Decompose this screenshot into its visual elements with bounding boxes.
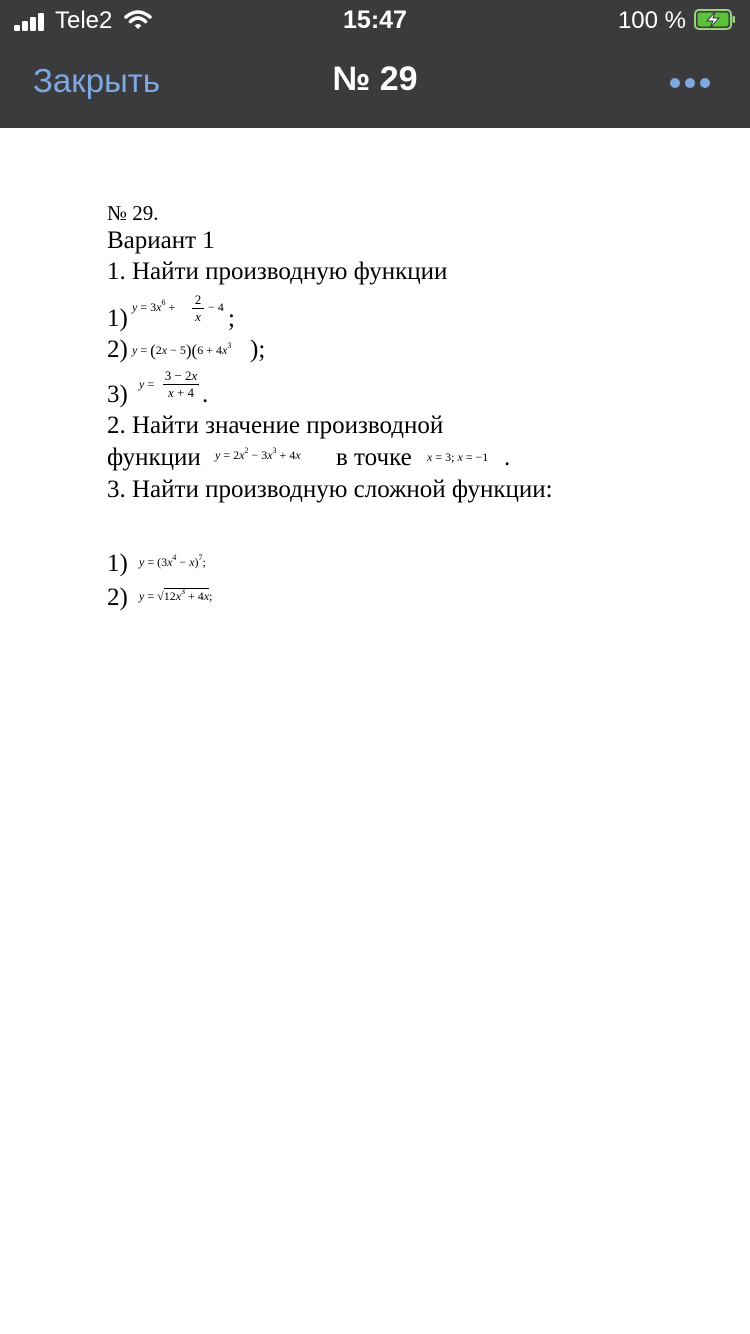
formula-2: $y = 2x^2 - 3x^3 + 4x$ — [215, 446, 301, 462]
clock: 15:47 — [343, 6, 407, 34]
formula-1-2: $y = (2x - 5)(6 + 4x^3$ — [132, 341, 232, 360]
task1-item2-tail: ); — [250, 336, 266, 363]
page-title: № 29 — [332, 60, 418, 98]
task3-text: 3. Найти производную сложной функции: — [107, 476, 553, 503]
battery-charging-icon — [694, 9, 736, 30]
task3-item2-label: 2) — [107, 584, 128, 611]
ellipsis-icon — [670, 78, 680, 88]
task2-word-function: функции — [107, 444, 201, 471]
task2-word-at-point: в точке — [336, 444, 412, 471]
formula-1-3: y = — [139, 377, 155, 391]
formula-2-points: x = 3; x = −1 — [427, 450, 489, 464]
battery-percent: 100 % — [617, 7, 686, 34]
task3-item1-label: 1) — [107, 550, 128, 577]
task2-line1: 2. Найти значение производной — [107, 412, 444, 439]
task1-item3-tail: . — [202, 381, 209, 408]
status-bar — [0, 0, 750, 40]
task1-text: 1. Найти производную функции — [107, 258, 448, 285]
close-button[interactable]: Закрыть — [33, 62, 161, 99]
carrier-name: Tele2 — [55, 7, 113, 34]
fraction-3-2x-over-x-4: $\frac{3 - 2x}{x + 4}$ — [164, 368, 198, 400]
variant-heading: Вариант 1 — [107, 227, 215, 254]
task2-tail: . — [504, 444, 511, 471]
formula-3-1: $y = (3x^4 - x)^7$; — [139, 553, 206, 569]
formula-3-2: $y = √12x^3 + 4x$; — [139, 587, 213, 603]
task1-item2-label: 2) — [107, 336, 128, 363]
task1-item1-tail: ; — [228, 305, 235, 332]
more-options-button[interactable] — [670, 76, 710, 90]
task1-item1-label: 1) — [107, 305, 128, 332]
app-header — [0, 0, 750, 128]
doc-number: № 29. — [107, 201, 159, 225]
task1-item3-label: 3) — [107, 381, 128, 408]
fraction-2-over-x: $\frac{2}{x}$ — [192, 292, 204, 325]
navigation-bar — [0, 40, 750, 128]
formula-1-1: $y = 3x^6$ + — [132, 298, 176, 314]
